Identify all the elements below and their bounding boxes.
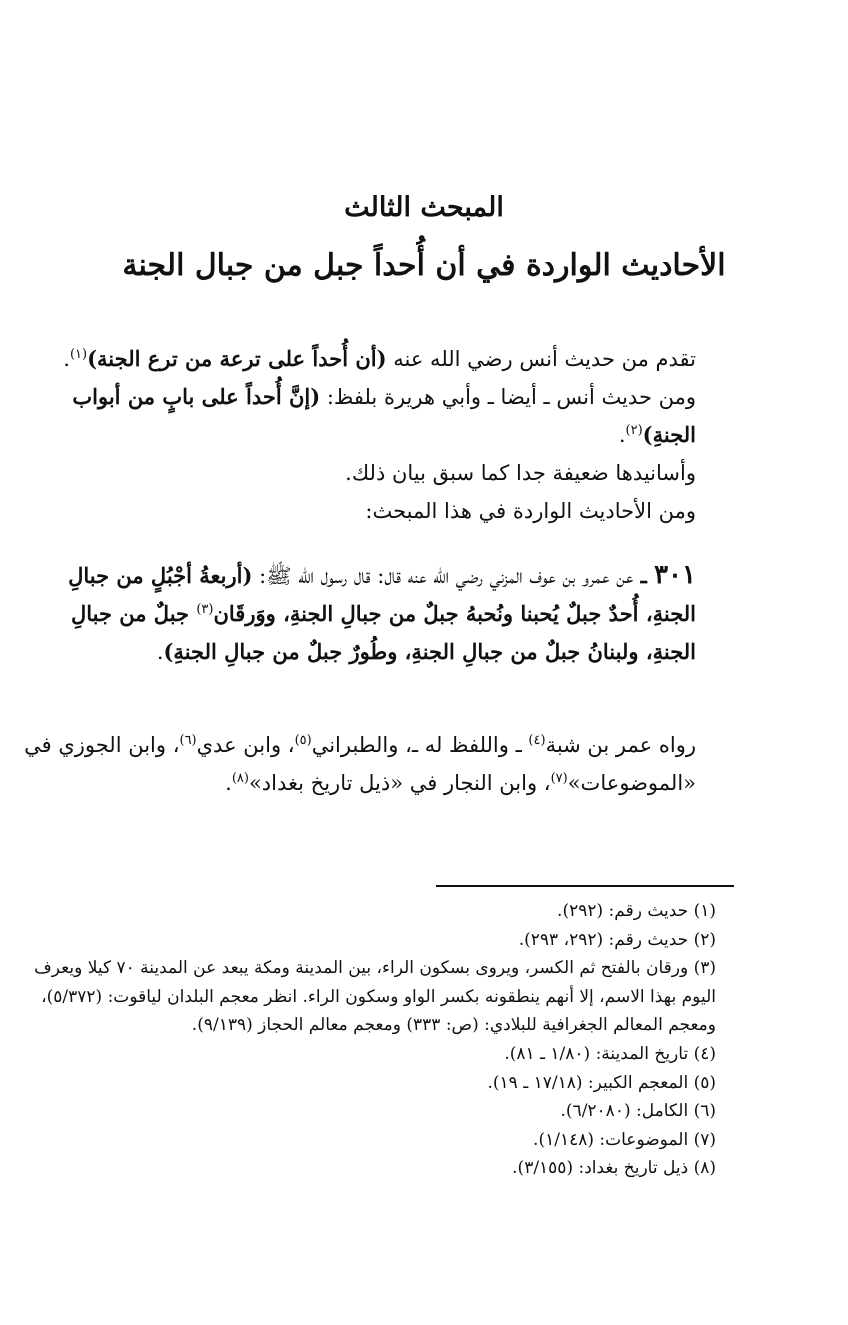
intro-text: تقدم من حديث أنس رضي الله عنه bbox=[386, 347, 696, 371]
footnote-ref: (٥) bbox=[294, 733, 312, 748]
section-title: الأحاديث الواردة في أن أُحداً جبل من جبال الجنة bbox=[122, 248, 726, 283]
footnote-ref: (٤) bbox=[528, 733, 546, 748]
intro-text: ومن حديث أنس ـ أيضا ـ وأبي هريرة بلفظ: bbox=[320, 385, 696, 409]
punctuation: . bbox=[63, 347, 70, 371]
intro-block bbox=[24, 340, 740, 530]
narration-text: ، وابن الجوزي في «الموضوعات» bbox=[24, 733, 696, 795]
footnote-8: (٨) ذيل تاريخ بغداد: (٣/١٥٥). bbox=[512, 1158, 716, 1179]
intro-paragraph-2 bbox=[24, 378, 740, 454]
narration-text: ـ واللفظ له ـ، والطبراني bbox=[311, 733, 529, 757]
footnote-ref: (٨) bbox=[231, 771, 249, 786]
punctuation: . bbox=[618, 423, 626, 447]
quoted-hadith: (أن أُحداً على ترعة من ترع الجنة) bbox=[87, 346, 387, 371]
hadith-text: (أربعةُ أجْبُلٍ من جبالِ الجنةِ، أُحدٌ جبلٌ يُحبنا ونُحبهُ جبلٌ من جبالِ الجنةِ، ووَرقَان bbox=[68, 563, 696, 626]
narration-paragraph bbox=[24, 726, 740, 802]
footnote-ref: (٣) bbox=[196, 602, 214, 617]
narration-block bbox=[24, 726, 740, 802]
footnote-ref: (١) bbox=[69, 347, 88, 362]
footnote-6: (٦) الكامل: (٦/٢٠٨٠). bbox=[560, 1101, 716, 1122]
footnote-5: (٥) المعجم الكبير: (١٧/١٨ ـ ١٩). bbox=[487, 1072, 716, 1093]
footnote-ref: (٢) bbox=[625, 423, 643, 438]
quoted-hadith: (إنَّ أُحداً على بابٍ من أبواب الجنةِ) bbox=[72, 384, 696, 447]
footnote-7: (٧) الموضوعات: (١/١٤٨). bbox=[533, 1129, 716, 1150]
section-heading: المبحث الثالث bbox=[344, 192, 504, 223]
intro-paragraph-3: وأسانيدها ضعيفة جدا كما سبق بيان ذلك. bbox=[345, 461, 696, 485]
hadith-paragraph bbox=[24, 556, 740, 671]
footnote-divider bbox=[436, 885, 734, 887]
footnote-2: (٢) حديث رقم: (٢٩٢، ٢٩٣). bbox=[518, 929, 716, 950]
hadith-block bbox=[24, 556, 740, 671]
footnote-ref: (٧) bbox=[550, 771, 568, 786]
dash: ـ bbox=[633, 563, 655, 588]
narration-text: ، وابن النجار في «ذيل تاريخ بغداد» bbox=[248, 771, 551, 795]
footnote-3: (٣) ورقان بالفتح ثم الكسر، ويروى بسكون الراء، بين المدينة ومكة يبعد عن المدينة ٧٠ كيلا ويعرف اليوم بهذا الاسم، إلا أنهم ينطقونه بكسر الواو وسكون الراء. انظر معجم البلدان لياقوت: (٥/٣٧٢)، ومعجم المعالم الجغرافية للبلادي: (ص: ٣٣٣) ومعجم معالم الحجاز (٩/١٣٩). bbox=[34, 958, 716, 1036]
footnotes bbox=[24, 897, 740, 1183]
footnote-ref: (٦) bbox=[179, 733, 197, 748]
hadith-number: ٣٠١ bbox=[654, 560, 696, 590]
footnote-4: (٤) تاريخ المدينة: (١/٨٠ ـ ٨١). bbox=[504, 1043, 716, 1064]
narration-text: رواه عمر بن شبة bbox=[545, 733, 696, 757]
intro-paragraph-4: ومن الأحاديث الواردة في هذا المبحث: bbox=[365, 499, 696, 523]
punctuation: . bbox=[225, 771, 232, 795]
hadith-text-continued: جبلٌ من جبالِ الجنةِ، ولبنانُ جبلٌ من جبالِ الجنةِ، وطُورٌ جبلٌ من جبالِ الجنةِ) bbox=[70, 601, 696, 664]
hadith-intro: عن عمرو بن عوف المزني رضي الله عنه قال: قال رسول الله ﷺ: bbox=[252, 564, 634, 588]
intro-paragraph-1 bbox=[24, 340, 740, 378]
narration-text: ، وابن عدي bbox=[196, 733, 295, 757]
punctuation: . bbox=[156, 640, 164, 664]
footnote-1: (١) حديث رقم: (٢٩٢). bbox=[557, 901, 716, 921]
